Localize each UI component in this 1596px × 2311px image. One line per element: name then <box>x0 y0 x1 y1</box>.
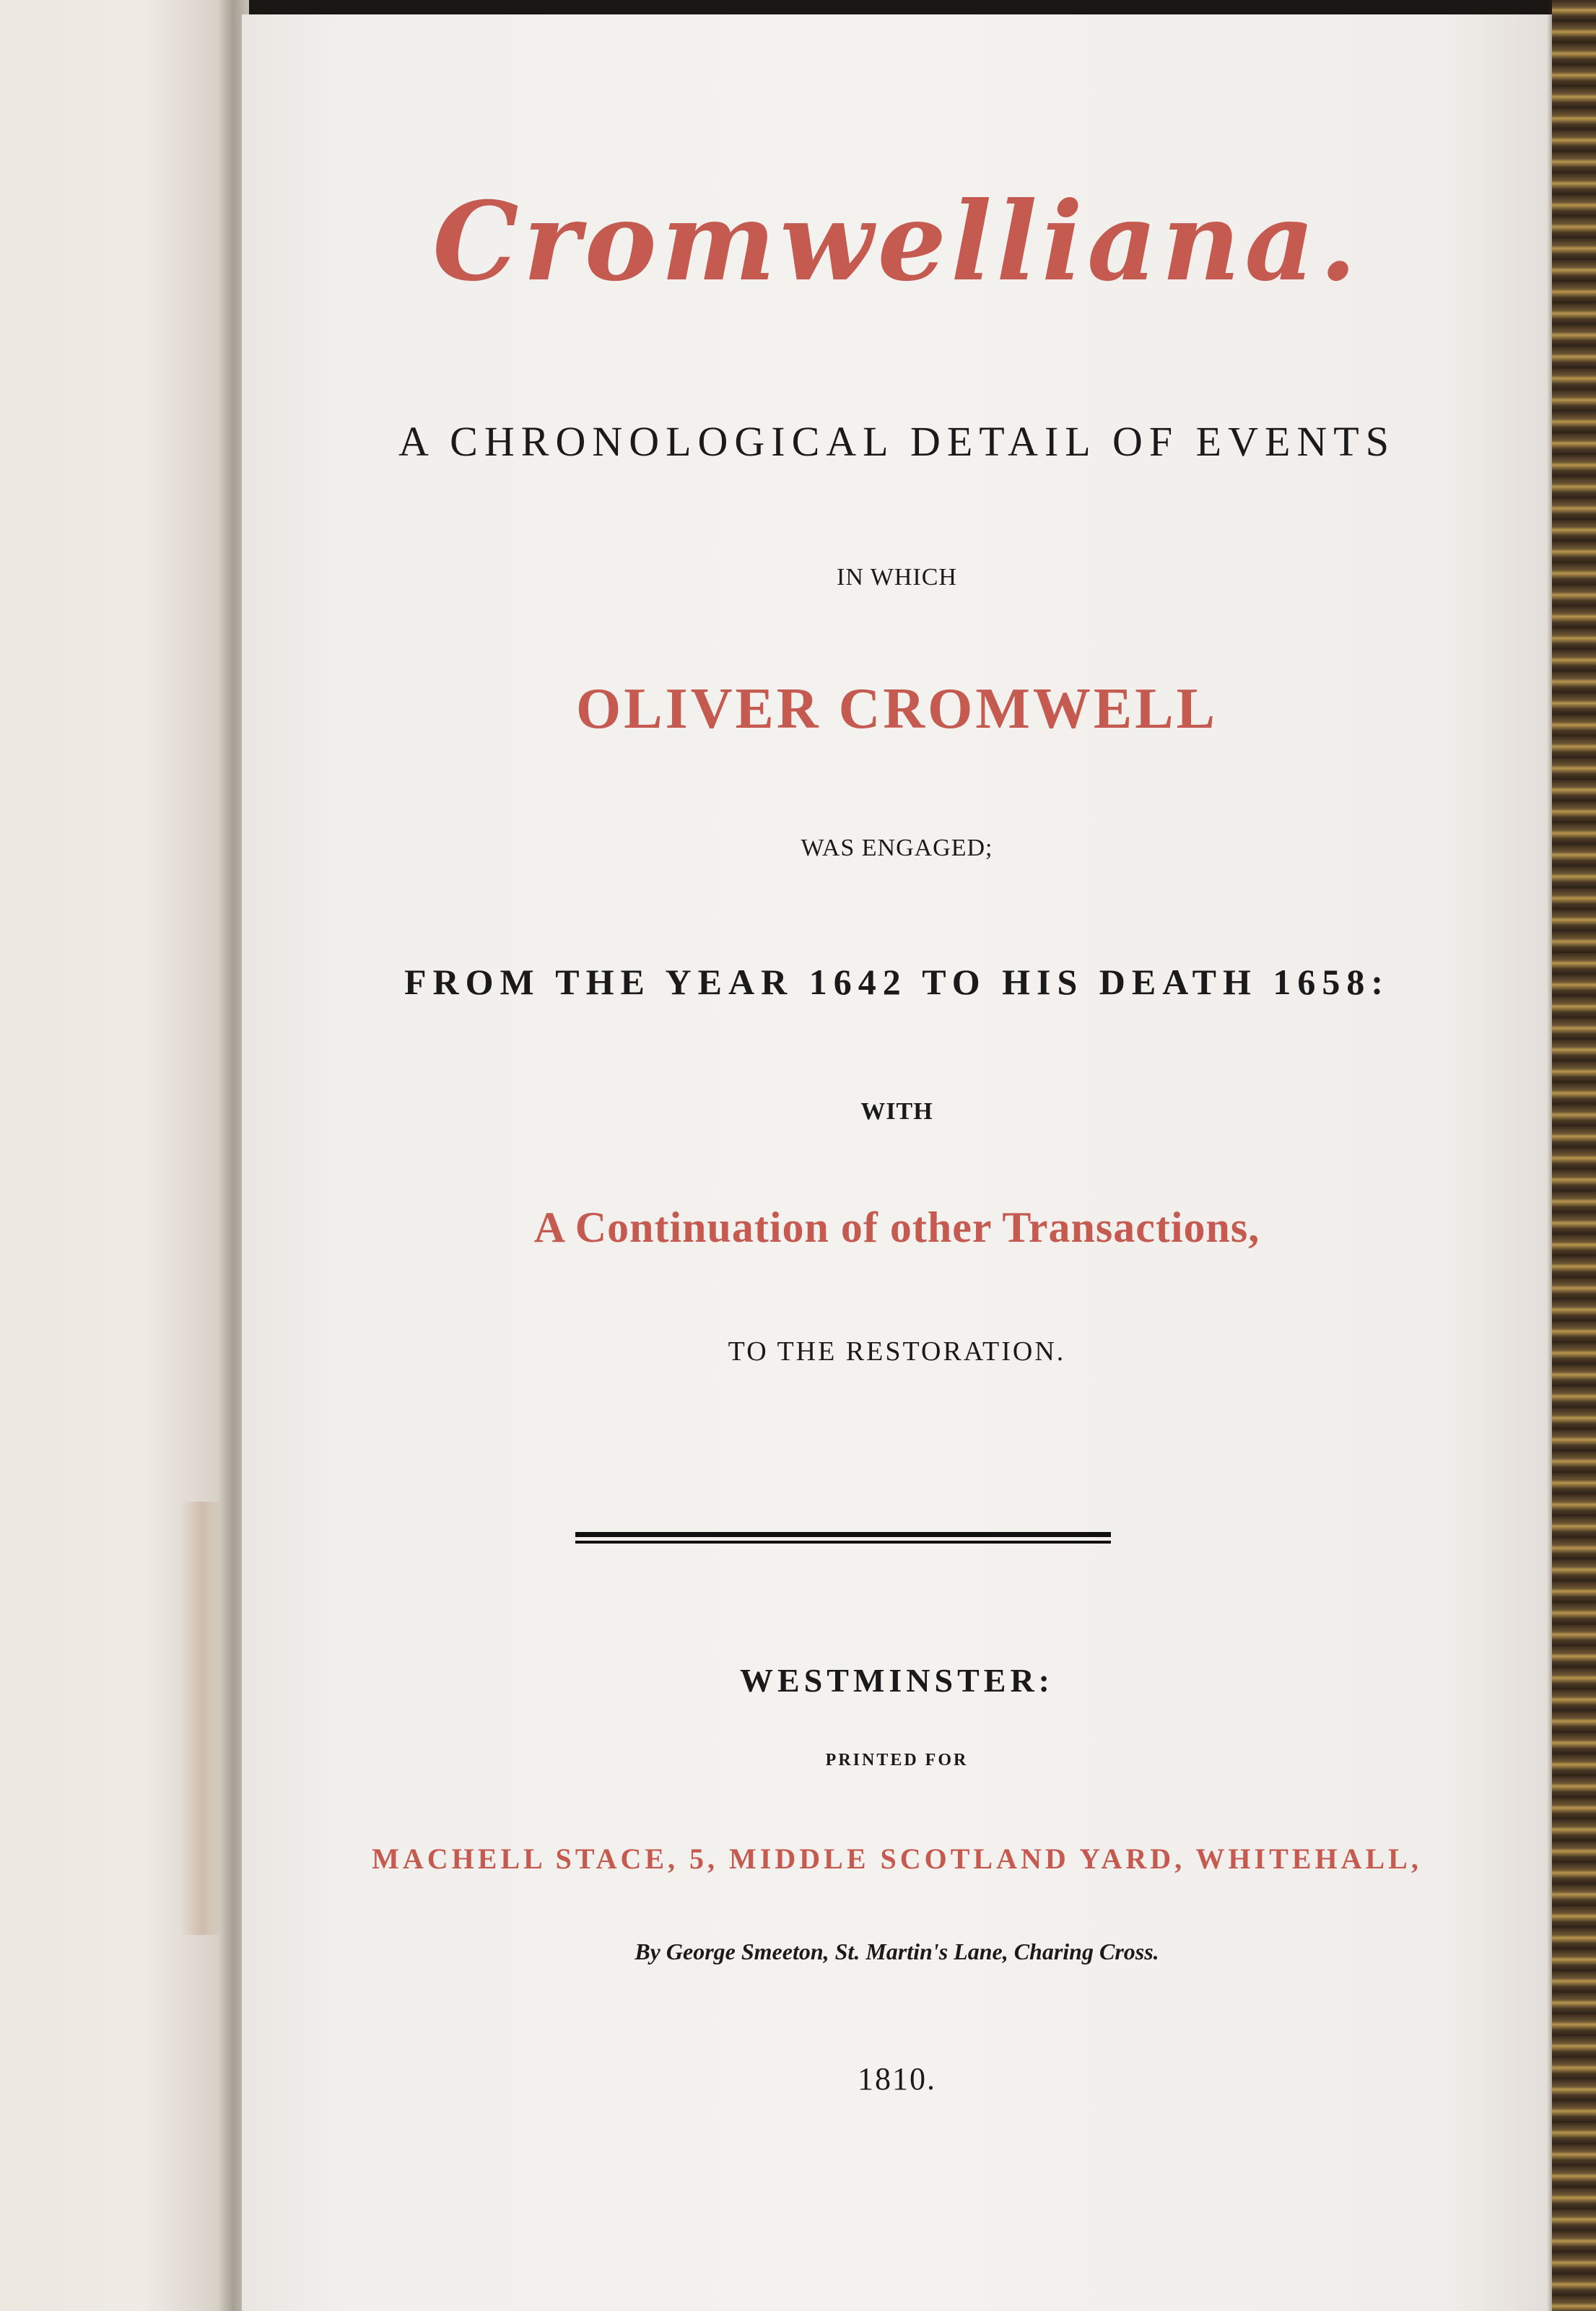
rule-thin <box>575 1541 1111 1544</box>
rule-thick <box>575 1532 1111 1537</box>
restoration-line: TO THE RESTORATION. <box>728 1336 1066 1367</box>
subtitle: A CHRONOLOGICAL DETAIL OF EVENTS <box>398 418 1395 465</box>
continuation-line: A Continuation of other Transactions, <box>533 1204 1260 1251</box>
in-which-line: IN WHICH <box>837 564 957 591</box>
double-rule-divider <box>575 1532 1111 1545</box>
with-line: WITH <box>860 1098 933 1125</box>
place-of-publication: WESTMINSTER: <box>740 1662 1054 1699</box>
publisher-line: MACHELL STACE, 5, MIDDLE SCOTLAND YARD, WHITEHALL, <box>372 1842 1422 1875</box>
book-title: Cromwelliana. <box>432 178 1361 305</box>
printed-for-line: PRINTED FOR <box>825 1751 969 1770</box>
publication-year: 1810. <box>858 2061 936 2097</box>
engaged-line: WAS ENGAGED; <box>801 835 993 861</box>
printer-imprint: By George Smeeton, St. Martin's Lane, Charing Cross. <box>635 1938 1159 1964</box>
years-line: FROM THE YEAR 1642 TO HIS DEATH 1658: <box>404 962 1390 1002</box>
subject-name: OLIVER CROMWELL <box>576 677 1218 741</box>
